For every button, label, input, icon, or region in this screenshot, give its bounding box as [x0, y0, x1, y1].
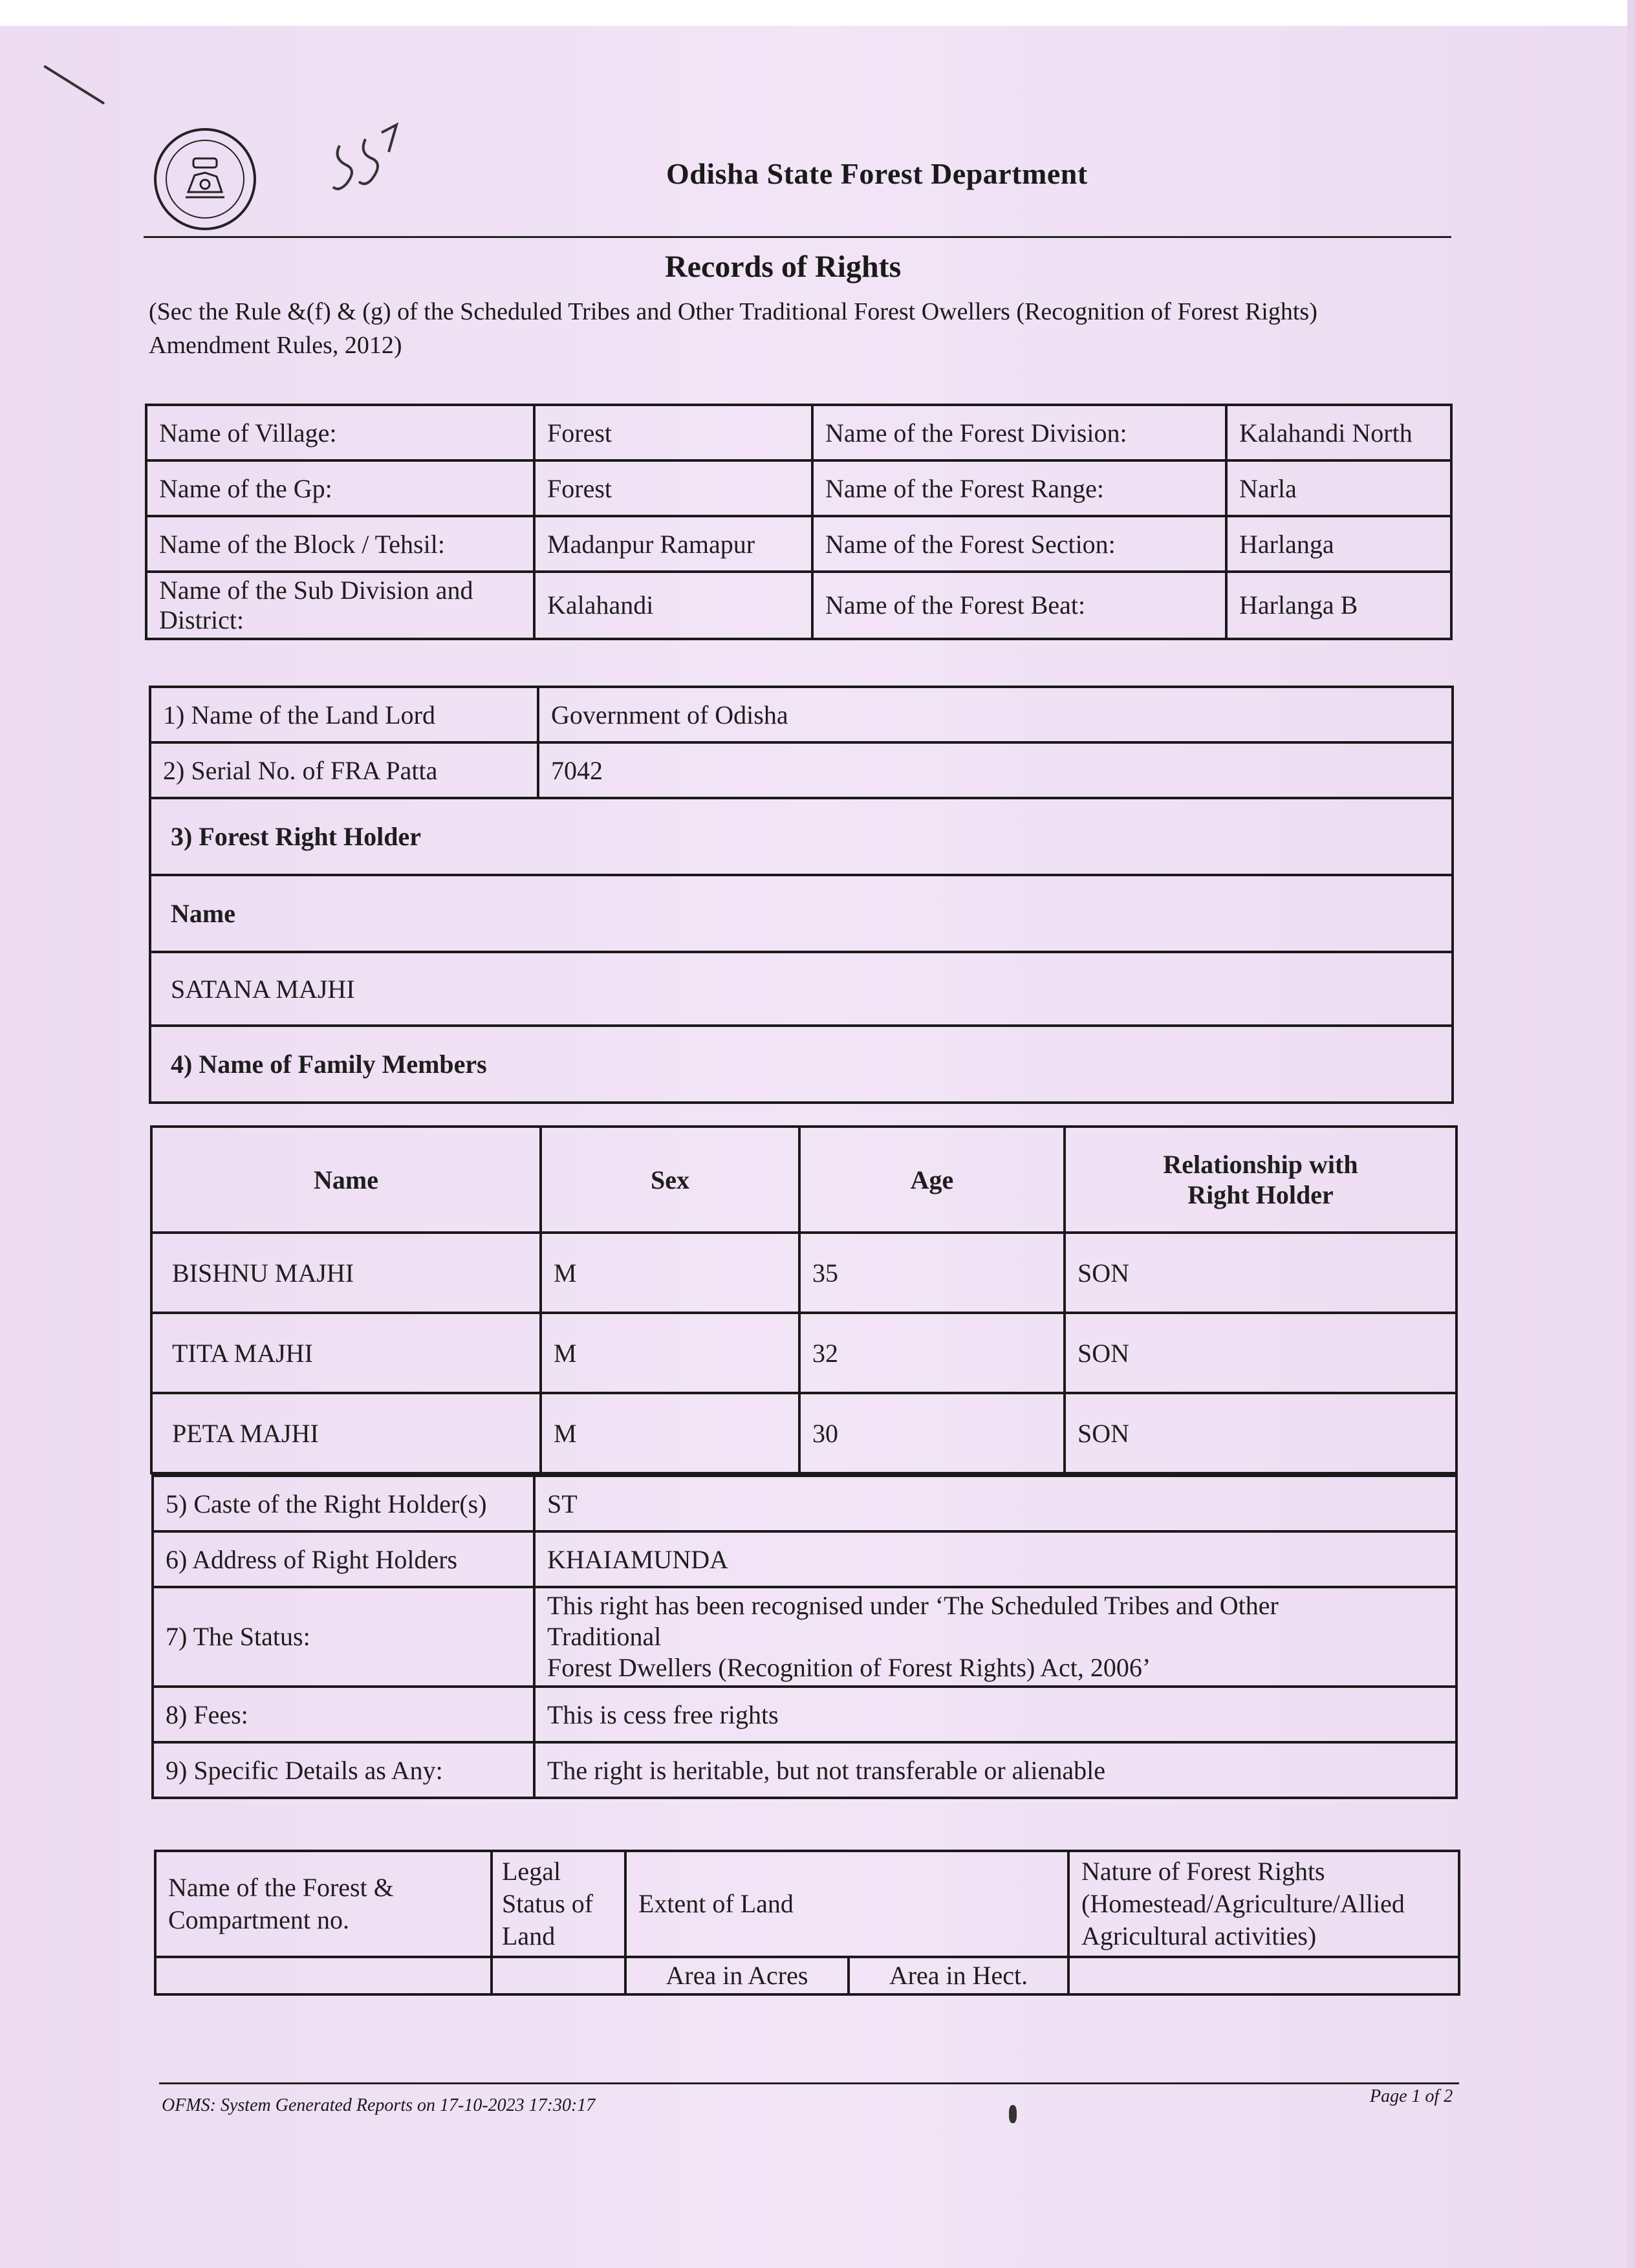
- gp-label: Name of the Gp:: [146, 460, 534, 516]
- department-title: Odisha State Forest Department: [666, 157, 1088, 190]
- status-line: This right has been recognised under ‘The Scheduled Tribes and Other: [547, 1591, 1279, 1620]
- member-name: TITA MAJHI: [151, 1313, 541, 1393]
- member-age: 32: [799, 1313, 1065, 1393]
- member-sex: M: [541, 1233, 799, 1313]
- table-row: [150, 1026, 1453, 1103]
- table-row: [153, 1742, 1456, 1798]
- beat-value: Harlanga B: [1226, 572, 1451, 639]
- table-row: [153, 1687, 1456, 1742]
- table-row: [151, 1233, 1456, 1313]
- table-header-row: [155, 1851, 1459, 1957]
- specific-label: 9) Specific Details as Any:: [153, 1742, 534, 1798]
- block-value: Madanpur Ramapur: [534, 516, 812, 572]
- land-table: [154, 1850, 1460, 1996]
- member-name: PETA MAJHI: [151, 1393, 541, 1473]
- legal-status-cell: [492, 1957, 625, 1994]
- scan-top-edge: [0, 0, 1635, 26]
- forest-compartment-header: Name of the Forest & Compartment no.: [155, 1851, 492, 1957]
- legal-status-header: Legal Status of Land: [492, 1851, 625, 1957]
- status-line: Forest Dwellers (Recognition of Forest Rights) Act, 2006’: [547, 1653, 1151, 1682]
- document-title: Records of Rights: [665, 250, 902, 284]
- ink-mark: [1009, 2105, 1017, 2123]
- details-table: [151, 1474, 1458, 1799]
- status-line: Traditional: [547, 1622, 662, 1651]
- serial-value: 7042: [538, 742, 1453, 798]
- nature-header: Nature of Forest Rights (Homestead/Agriculture/Allied Agricultural activities): [1068, 1851, 1459, 1957]
- table-row: [153, 1531, 1456, 1587]
- range-label: Name of the Forest Range:: [812, 460, 1226, 516]
- holder-heading: 3) Forest Right Holder: [150, 798, 1453, 875]
- beat-label: Name of the Forest Beat:: [812, 572, 1226, 639]
- status-label: 7) The Status:: [153, 1587, 534, 1687]
- member-sex: M: [541, 1393, 799, 1473]
- village-value: Forest: [534, 405, 812, 460]
- table-row: [150, 875, 1453, 952]
- section-label: Name of the Forest Section:: [812, 516, 1226, 572]
- scan-right-edge: [1627, 0, 1635, 2268]
- member-age: 30: [799, 1393, 1065, 1473]
- caste-label: 5) Caste of the Right Holder(s): [153, 1476, 534, 1531]
- column-header-relationship: Relationship with Right Holder: [1065, 1127, 1456, 1233]
- address-value: KHAIAMUNDA: [534, 1531, 1456, 1587]
- column-header-age: Age: [799, 1127, 1065, 1233]
- holder-name: SATANA MAJHI: [150, 952, 1453, 1026]
- area-hect-header: Area in Hect.: [849, 1957, 1068, 1994]
- column-header-sex: Sex: [541, 1127, 799, 1233]
- emblem-icon: [154, 128, 256, 230]
- member-sex: M: [541, 1313, 799, 1393]
- gp-value: Forest: [534, 460, 812, 516]
- caste-value: ST: [534, 1476, 1456, 1531]
- member-name: BISHNU MAJHI: [151, 1233, 541, 1313]
- specific-value: The right is heritable, but not transferable or alienable: [534, 1742, 1456, 1798]
- column-header-name: Name: [151, 1127, 541, 1233]
- member-relation: SON: [1065, 1233, 1456, 1313]
- table-row: [150, 798, 1453, 875]
- fees-label: 8) Fees:: [153, 1687, 534, 1742]
- table-row: [146, 460, 1451, 516]
- rights-table: [149, 686, 1454, 1104]
- subdivision-value: Kalahandi: [534, 572, 812, 639]
- member-age: 35: [799, 1233, 1065, 1313]
- header-divider: [144, 236, 1451, 238]
- extent-header: Extent of Land: [625, 1851, 1068, 1957]
- table-row: [153, 1587, 1456, 1687]
- table-row: [151, 1393, 1456, 1473]
- table-row: [153, 1476, 1456, 1531]
- location-table: [145, 404, 1453, 640]
- landlord-value: Government of Odisha: [538, 687, 1453, 742]
- subdivision-label: Name of the Sub Division and District:: [146, 572, 534, 639]
- name-heading: Name: [150, 875, 1453, 952]
- handwritten-note-icon: [327, 120, 404, 204]
- family-heading: 4) Name of Family Members: [150, 1026, 1453, 1103]
- range-value: Narla: [1226, 460, 1451, 516]
- table-row: [150, 952, 1453, 1026]
- block-label: Name of the Block / Tehsil:: [146, 516, 534, 572]
- section-value: Harlanga: [1226, 516, 1451, 572]
- division-label: Name of the Forest Division:: [812, 405, 1226, 460]
- page-number: Page 1 of 2: [1370, 2086, 1453, 2106]
- family-table: [150, 1125, 1458, 1474]
- generated-timestamp: OFMS: System Generated Reports on 17-10-2023 17:30:17: [162, 2095, 596, 2115]
- nature-cell: [1068, 1957, 1459, 1994]
- table-header-row: [151, 1127, 1456, 1233]
- lion-capital-icon: [179, 153, 231, 205]
- fees-value: This is cess free rights: [534, 1687, 1456, 1742]
- area-acres-header: Area in Acres: [625, 1957, 849, 1994]
- serial-label: 2) Serial No. of FRA Patta: [150, 742, 538, 798]
- status-value: [534, 1587, 1456, 1687]
- document-subtitle: (Sec the Rule &(f) & (g) of the Scheduled Tribes and Other Traditional Forest Owellers (Recognition of Forest Rights) Amendment Rules, 2012): [149, 298, 1317, 359]
- address-label: 6) Address of Right Holders: [153, 1531, 534, 1587]
- table-row: [146, 516, 1451, 572]
- division-value: Kalahandi North: [1226, 405, 1451, 460]
- footer-divider: [159, 2082, 1459, 2084]
- table-row: [155, 1957, 1459, 1994]
- table-row: [146, 405, 1451, 460]
- landlord-label: 1) Name of the Land Lord: [150, 687, 538, 742]
- village-label: Name of Village:: [146, 405, 534, 460]
- member-relation: SON: [1065, 1393, 1456, 1473]
- table-row: [146, 572, 1451, 639]
- table-row: [150, 687, 1453, 742]
- member-relation: SON: [1065, 1313, 1456, 1393]
- forest-compartment-cell: [155, 1957, 492, 1994]
- table-row: [150, 742, 1453, 798]
- table-row: [151, 1313, 1456, 1393]
